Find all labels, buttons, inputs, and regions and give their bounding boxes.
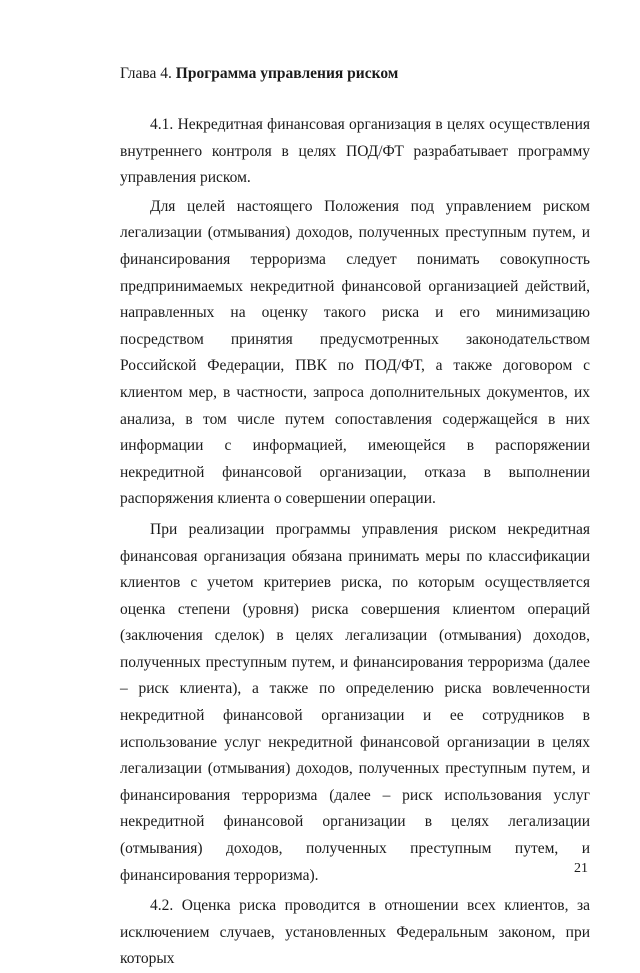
paragraph-4-2: 4.2. Оценка риска проводится в отношении всех клиентов, за исключением случаев, установленных Федеральным законом, при которых	[120, 897, 590, 968]
chapter-title: Программа управления риском	[175, 65, 399, 82]
paragraph-risk-management-definition: Для целей настоящего Положения под управлением риском легализации (отмывания) доходов, полученных преступным путем, и финансирования терроризма следует понимать совокупность предпринимаемых некредитной финансовой организацией действий, направленных на оценку такого риска и его минимизацию посредством принятия предусмотренных законодательством Российской Федерации, ПВК по ПОД/ФТ, а также договором с клиентом мер, в частности, запроса дополнительных документов, их анализа, в том числе путем сопоставления содержащейся в них информации с информацией, имеющейся в распоряжении некредитной финансовой организации, отказа в выполнении распоряжения клиента о совершении операции.	[120, 197, 590, 508]
chapter-body	[120, 112, 590, 973]
paragraph-4-1: 4.1. Некредитная финансовая организация в целях осуществления внутреннего контроля в целях ПОД/ФТ разрабатывает программу управления риском.	[120, 116, 590, 187]
page-number: 21	[574, 861, 588, 876]
chapter-number: Глава 4.	[120, 65, 176, 82]
chapter-heading	[120, 64, 398, 84]
paragraph-risk-program-implementation: При реализации программы управления риском некредитная финансовая организация обязана принимать меры по классификации клиентов с учетом критериев риска, по которым осуществляется оценка степени (уровня) риска совершения клиентом операций (заключения сделок) в целях легализации (отмывания) доходов, полученных преступным путем, и финансирования терроризма (далее – риск клиента), а также по определению риска вовлеченности некредитной финансовой организации и ее сотрудников в использование услуг некредитной финансовой организации в целях легализации (отмывания) доходов, полученных преступным путем, и финансирования терроризма (далее – риск использования услуг некредитной финансовой организации в целях легализации (отмывания) доходов, полученных преступным путем, и финансирования терроризма).	[120, 520, 590, 884]
